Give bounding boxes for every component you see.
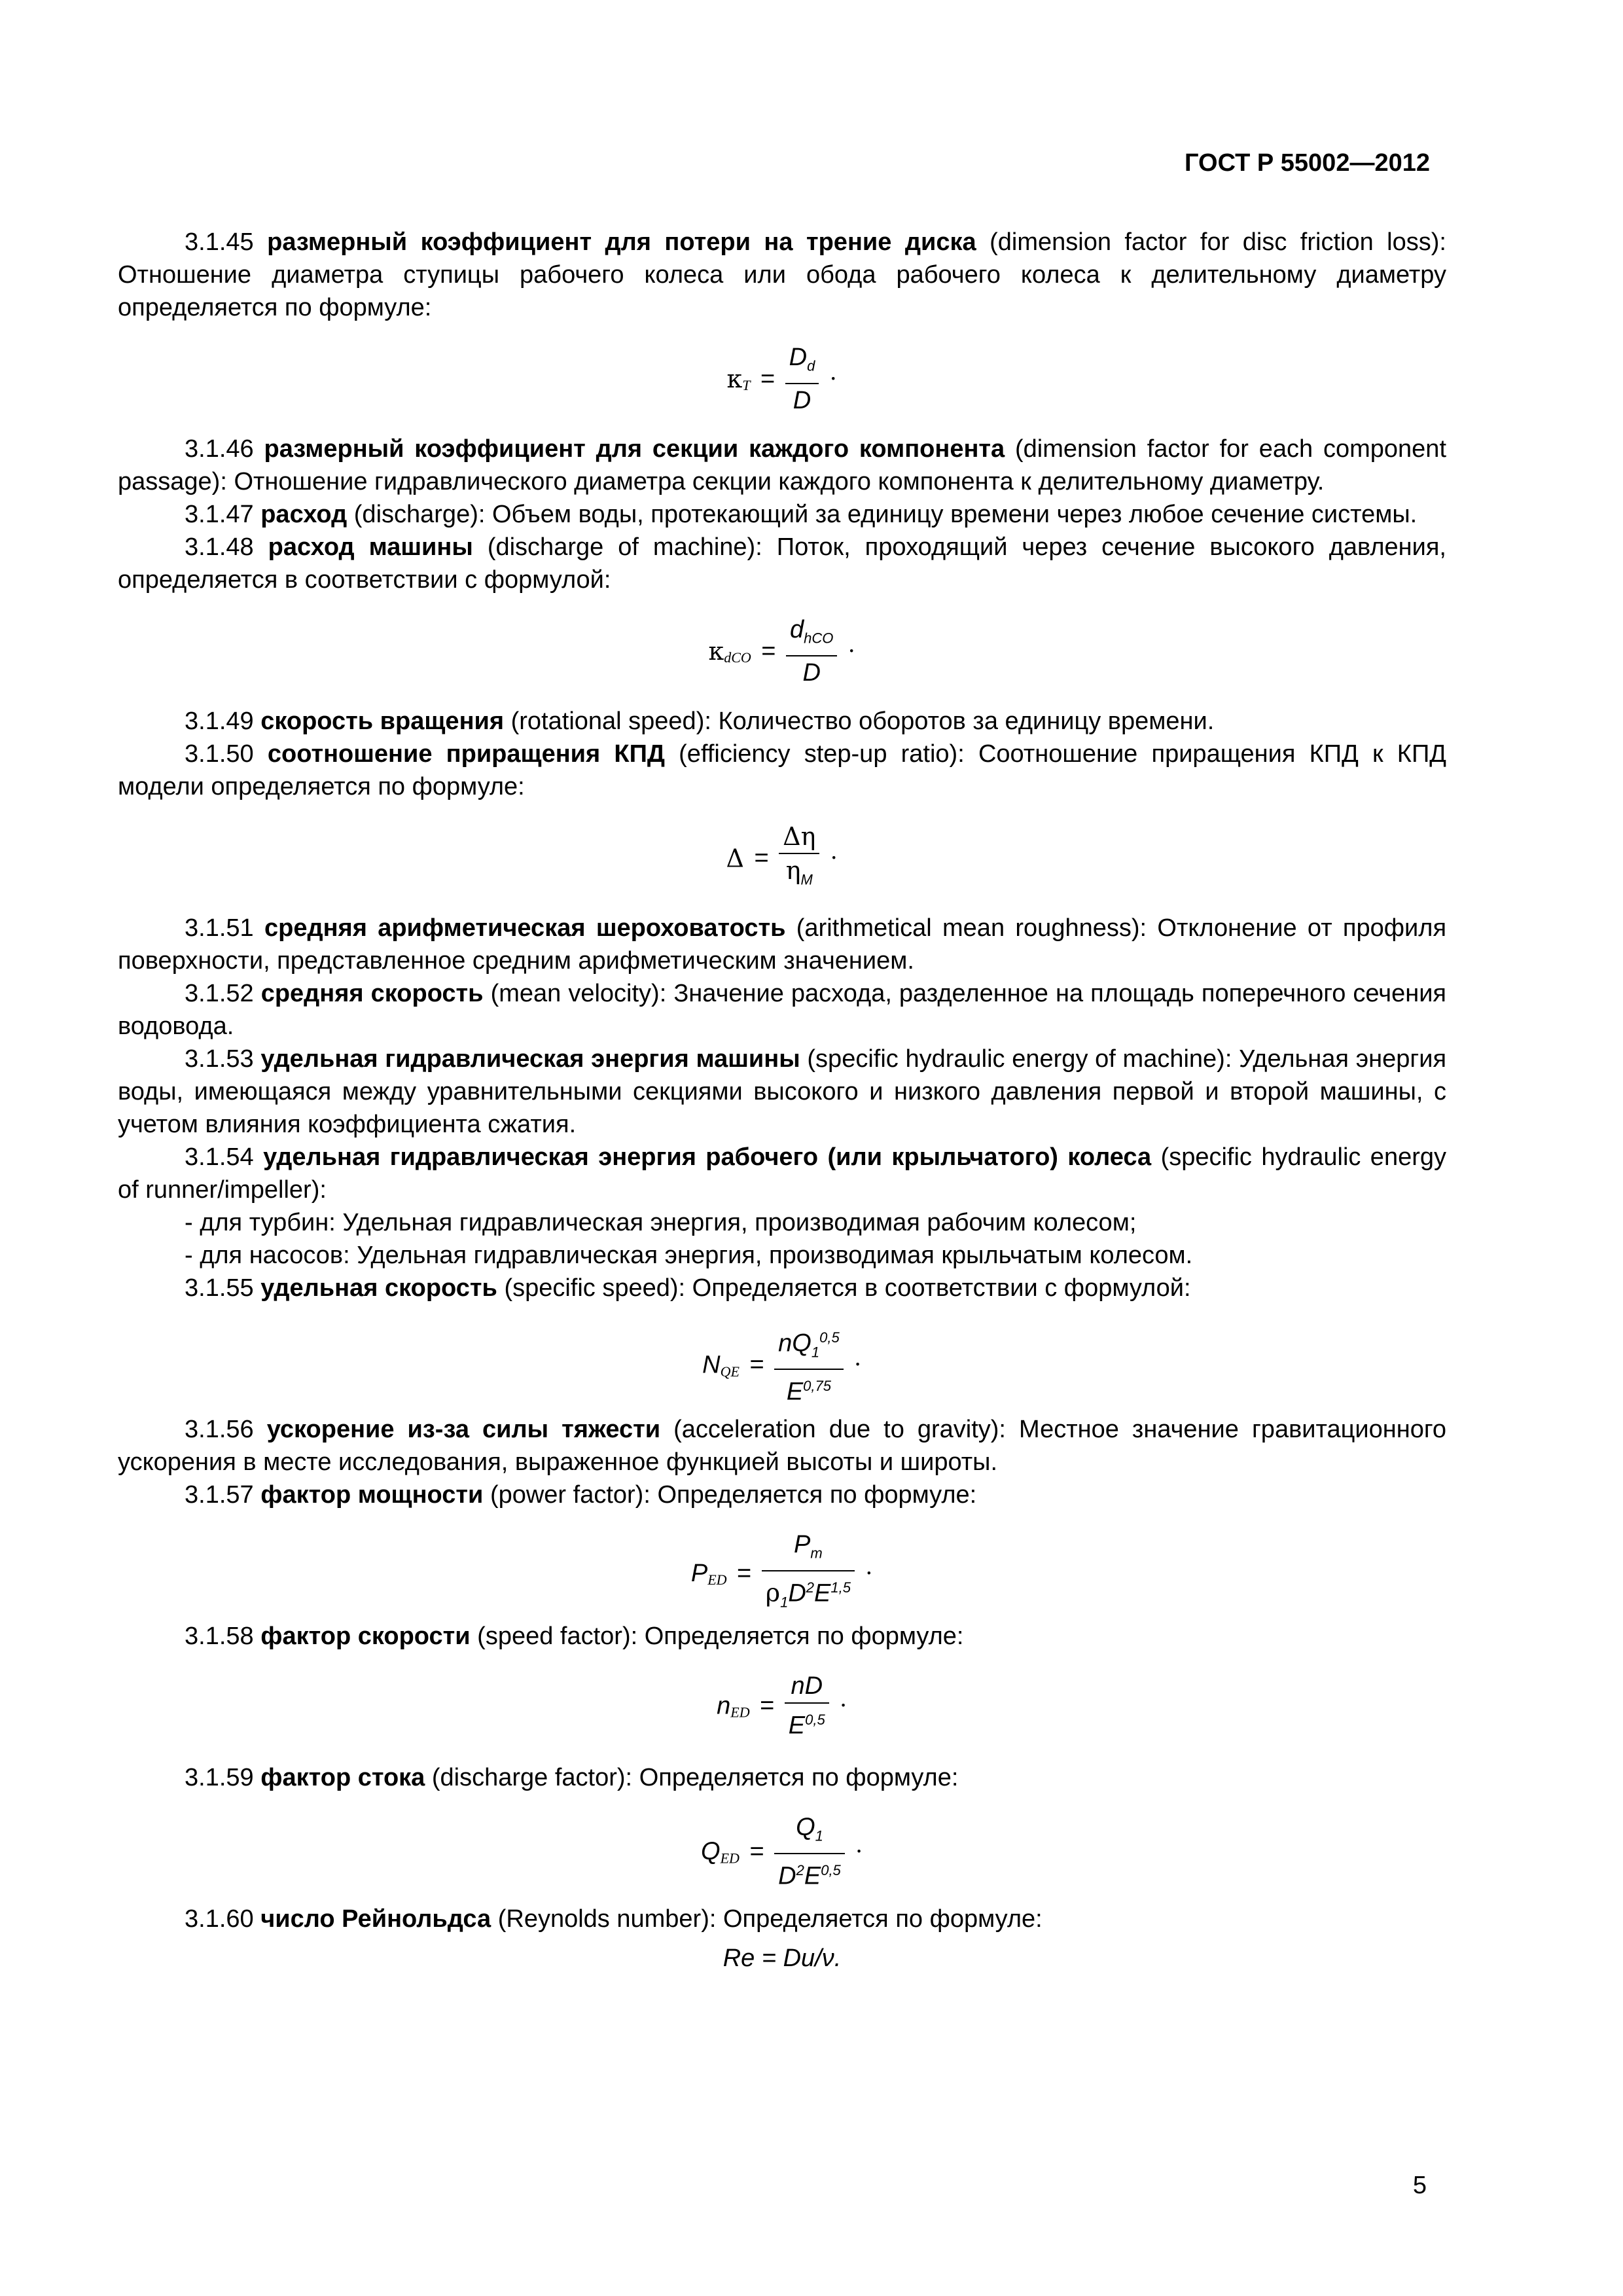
entry-english: (dimension factor for disc friction loss): [990, 228, 1446, 256]
entry-term: средняя арифметическая шероховатость [264, 914, 786, 942]
entry-english: (power factor): [490, 1481, 651, 1509]
document-body [118, 226, 1446, 1975]
entry-number: 3.1.49 [185, 708, 254, 735]
entry-number: 3.1.47 [185, 501, 254, 528]
list-item-pumps: - для насосов: Удельная гидравлическая энергия, производимая крыльчатым колесом. [185, 1242, 1193, 1269]
entry-term: размерный коэффициент для секции каждого компонента [264, 435, 1005, 463]
entry-number: 3.1.58 [185, 1623, 254, 1650]
term-entry-3-1-48 [118, 531, 1446, 596]
term-entry-3-1-52 [118, 977, 1446, 1043]
entry-definition: Соотношение приращения КПД к КПД модели определяется по формуле: [118, 740, 1446, 800]
entry-definition: Удельная энергия воды, имеющаяся между уравнительными секциями высокого и низкого давления первой и второй машины, с учетом влияния коэффициента сжатия. [118, 1045, 1447, 1138]
entry-term: число Рейнольдса [260, 1905, 491, 1933]
entry-english: (specific hydraulic energy of machine): [807, 1045, 1232, 1073]
formula-nqe: $N_{QE}$ = $\frac{nQ_1^{0,5}}{E^{0,75}}$ · [118, 1321, 1446, 1393]
formula-ned: $n_{ED}$ = $\frac{nD}{E^{0,5}}$ · [118, 1670, 1446, 1742]
entry-definition: Количество оборотов за единицу времени. [718, 708, 1215, 735]
entry-number: 3.1.59 [185, 1764, 254, 1791]
entry-definition: Определяется по формуле: [657, 1481, 977, 1509]
entry-definition: Поток, проходящий через сечение высокого давления, определяется в соответствии с формулой: [118, 533, 1446, 594]
entry-english: (Reynolds number): [497, 1905, 717, 1933]
entry-english: (speed factor): [477, 1623, 638, 1650]
term-entry-3-1-46 [118, 433, 1446, 498]
term-entry-3-1-47 [118, 498, 1446, 531]
entry-number: 3.1.55 [185, 1274, 254, 1302]
entry-english: (specific hydraulic energy of runner/impeller): [118, 1143, 1446, 1204]
entry-number: 3.1.48 [185, 533, 254, 561]
term-entry-3-1-50 [118, 738, 1446, 803]
entry-english: (discharge): [353, 501, 486, 528]
entry-definition: Отношение гидравлического диаметра секции каждого компонента к делительному диаметру. [234, 468, 1325, 495]
formula-delta: Δ = $\frac{\Delta\eta}{\eta_M}$ · [118, 820, 1446, 892]
entry-number: 3.1.54 [185, 1143, 254, 1171]
entry-term: фактор мощности [260, 1481, 484, 1509]
entry-term: скорость вращения [260, 708, 505, 735]
entry-number: 3.1.53 [185, 1045, 254, 1073]
formula-qed: $Q_{ED}$ = $\frac{Q_1}{D^2E^{0,5}}$ · [118, 1811, 1446, 1883]
entry-definition: Определяется в соответствии с формулой: [692, 1274, 1191, 1302]
entry-term: расход машины [268, 533, 473, 561]
entry-number: 3.1.52 [185, 980, 254, 1007]
entry-term: средняя скорость [260, 980, 484, 1007]
entry-term: удельная скорость [260, 1274, 497, 1302]
entry-definition: Объем воды, протекающий за единицу времени через любое сечение системы. [491, 501, 1418, 528]
term-entry-3-1-54 [118, 1141, 1446, 1206]
entry-number: 3.1.57 [185, 1481, 254, 1509]
entry-term: удельная гидравлическая энергия машины [260, 1045, 800, 1073]
formula-reynolds: Re = Du/ν. [722, 1945, 842, 1972]
term-entry-3-1-53 [118, 1043, 1446, 1141]
entry-number: 3.1.45 [185, 228, 254, 256]
entry-english: (acceleration due to gravity): [673, 1416, 1006, 1443]
entry-term: фактор скорости [260, 1623, 471, 1650]
formula-kappa-t: $\kappa_T$ = $\frac{D_d}{D}$ · [118, 341, 1446, 413]
entry-english: (rotational speed): [510, 708, 711, 735]
term-entry-3-1-58 [118, 1620, 1446, 1653]
entry-english: (mean velocity): [490, 980, 667, 1007]
formula-kappa-dco: $\kappa_{dCO}$ = $\frac{d_{hCO}}{D}$ · [118, 613, 1446, 685]
term-entry-3-1-60 [118, 1903, 1446, 1935]
entry-english: (dimension factor for each component passage): [118, 435, 1446, 495]
entry-definition: Определяется по формуле: [644, 1623, 964, 1650]
entry-definition: Определяется по формуле: [722, 1905, 1043, 1933]
entry-english: (discharge of machine): [487, 533, 762, 561]
term-entry-3-1-51 [118, 912, 1446, 977]
term-entry-3-1-59 [118, 1761, 1446, 1794]
entry-definition: Значение расхода, разделенное на площадь поперечного сечения водовода. [118, 980, 1447, 1040]
document-header: ГОСТ Р 55002—2012 [1185, 149, 1430, 177]
term-entry-3-1-57 [118, 1479, 1446, 1511]
entry-number: 3.1.50 [185, 740, 254, 768]
entry-definition: Местное значение гравитационного ускорения в месте исследования, выраженное функцией высоты и широты. [118, 1416, 1446, 1476]
entry-term: соотношение приращения КПД [267, 740, 665, 768]
page-number: 5 [1412, 2172, 1427, 2199]
entry-term: ускорение из-за силы тяжести [266, 1416, 661, 1443]
entry-definition: Отношение диаметра ступицы рабочего колеса или обода рабочего колеса к делительному диаметру определяется по формуле: [118, 261, 1446, 321]
entry-english: (specific speed): [504, 1274, 686, 1302]
term-entry-3-1-56 [118, 1413, 1446, 1479]
entry-term: размерный коэффициент для потери на трение диска [267, 228, 976, 256]
formula-ped: $P_{ED}$ = $\frac{P_m}{\rho_1D^2E^{1,5}}$ · [118, 1528, 1446, 1600]
list-item-turbines: - для турбин: Удельная гидравлическая энергия, производимая рабочим колесом; [185, 1209, 1137, 1236]
entry-english: (arithmetical mean roughness): [796, 914, 1147, 942]
entry-number: 3.1.46 [185, 435, 254, 463]
entry-term: удельная гидравлическая энергия рабочего (или крыльчатого) колеса [263, 1143, 1152, 1171]
entry-definition: Отклонение от профиля поверхности, представленное средним арифметическим значением. [118, 914, 1447, 975]
entry-english: (discharge factor): [431, 1764, 633, 1791]
entry-number: 3.1.60 [185, 1905, 254, 1933]
entry-definition: Определяется по формуле: [639, 1764, 959, 1791]
entry-number: 3.1.56 [185, 1416, 254, 1443]
entry-term: расход [260, 501, 348, 528]
term-entry-3-1-49 [118, 705, 1446, 738]
term-entry-3-1-45 [118, 226, 1446, 324]
entry-term: фактор стока [260, 1764, 425, 1791]
entry-number: 3.1.51 [185, 914, 254, 942]
entry-english: (efficiency step-up ratio): [679, 740, 965, 768]
term-entry-3-1-55 [118, 1272, 1446, 1304]
